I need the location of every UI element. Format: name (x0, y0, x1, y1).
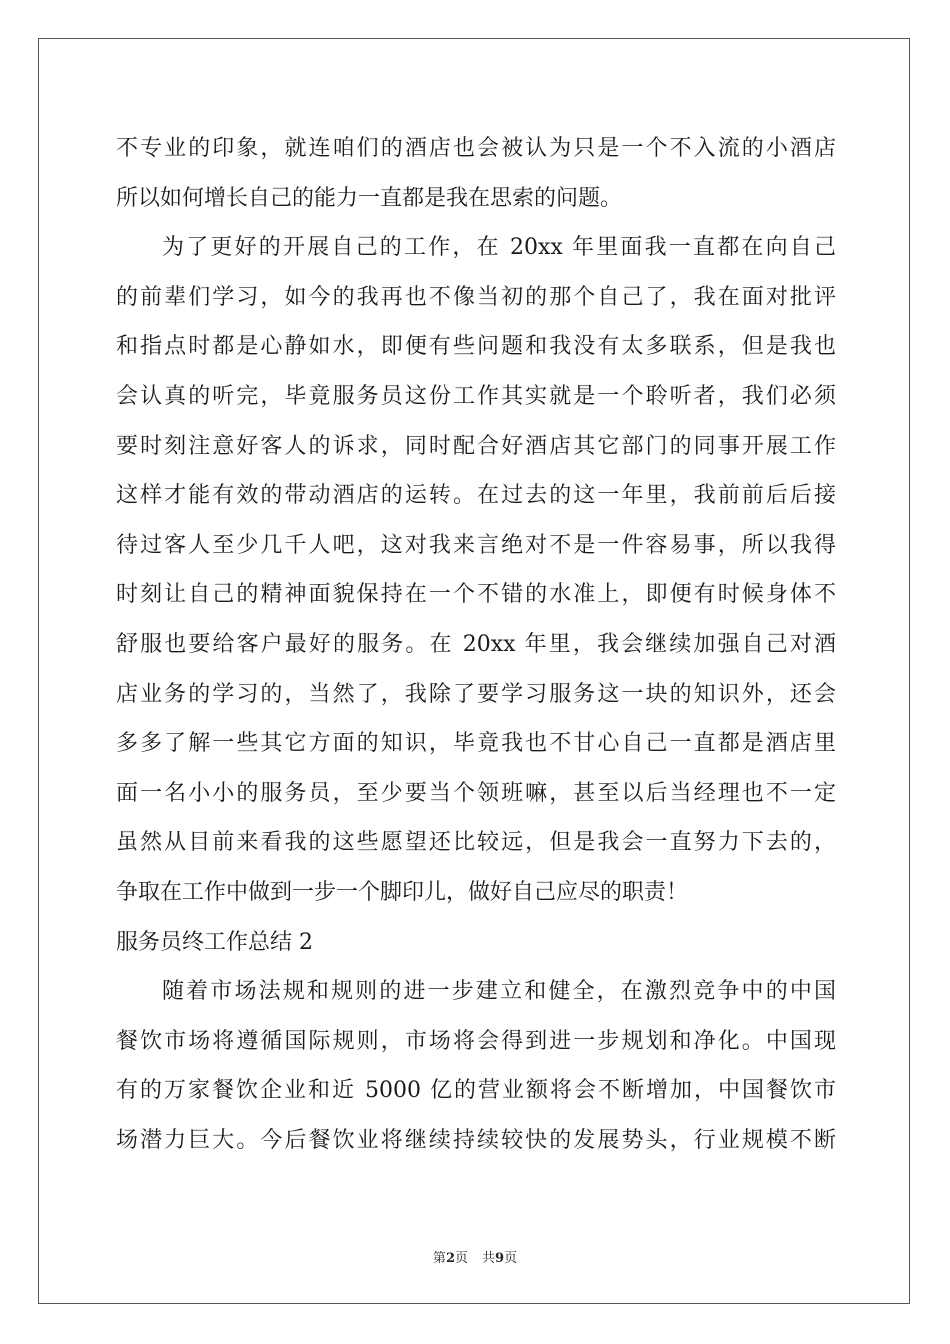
text-line: 要时刻注意好客人的诉求，同时配合好酒店其它部门的同事开展工作 (116, 433, 836, 459)
text-line: 虽然从目前来看我的这些愿望还比较远，但是我会一直努力下去的， (116, 830, 836, 856)
paragraph-start-line: 为了更好的开展自己的工作，在 20xx 年里面我一直都在向自己 (162, 235, 836, 261)
total-prefix: 共 (482, 1251, 496, 1266)
text-line: 有的万家餐饮企业和近 5000 亿的营业额将会不断增加，中国餐饮市 (116, 1078, 836, 1104)
text-line: 所以如何增长自己的能力一直都是我在思索的问题。 (116, 185, 623, 211)
text-line: 店业务的学习的，当然了，我除了要学习服务这一块的知识外，还会 (116, 681, 836, 707)
page-prefix: 第 (432, 1251, 446, 1266)
total-suffix: 页 (504, 1251, 518, 1266)
text-line: 的前辈们学习，如今的我再也不像当初的那个自己了，我在面对批评 (116, 284, 836, 310)
text-line: 场潜力巨大。今后餐饮业将继续持续较快的发展势头，行业规模不断 (116, 1127, 836, 1153)
text-line: 不专业的印象，就连咱们的酒店也会被认为只是一个不入流的小酒店 (116, 136, 836, 161)
total-pages: 9 (495, 1251, 505, 1266)
text-line: 舒服也要给客户最好的服务。在 20xx 年里，我会继续加强自己对酒 (116, 631, 836, 657)
text-line: 争取在工作中做到一步一个脚印儿，做好自己应尽的职责！ (116, 879, 689, 905)
page-footer (0, 1247, 950, 1266)
text-line: 面一名小小的服务员，至少要当个领班嘛，甚至以后当经理也不一定 (116, 780, 836, 806)
paragraph-start-line: 随着市场法规和规则的进一步建立和健全，在激烈竞争中的中国 (162, 979, 836, 1005)
text-line: 时刻让自己的精神面貌保持在一个不错的水准上，即便有时候身体不 (116, 582, 836, 608)
text-line: 餐饮市场将遵循国际规则，市场将会得到进一步规划和净化。中国现 (116, 1028, 836, 1054)
text-line: 待过客人至少几千人吧，这对我来言绝对不是一件容易事，所以我得 (116, 532, 836, 558)
page-suffix: 页 (454, 1251, 468, 1266)
page-number: 2 (445, 1251, 455, 1266)
text-line: 和指点时都是心静如水，即便有些问题和我没有太多联系，但是我也 (116, 334, 836, 360)
text-line: 多多了解一些其它方面的知识，毕竟我也不甘心自己一直都是酒店里 (116, 731, 836, 757)
text-line: 会认真的听完，毕竟服务员这份工作其实就是一个聆听者，我们必须 (116, 383, 836, 409)
document-body (116, 124, 836, 1165)
text-line: 这样才能有效的带动酒店的运转。在过去的这一年里，我前前后后接 (116, 483, 836, 509)
section-heading: 服务员终工作总结 2 (116, 929, 313, 955)
